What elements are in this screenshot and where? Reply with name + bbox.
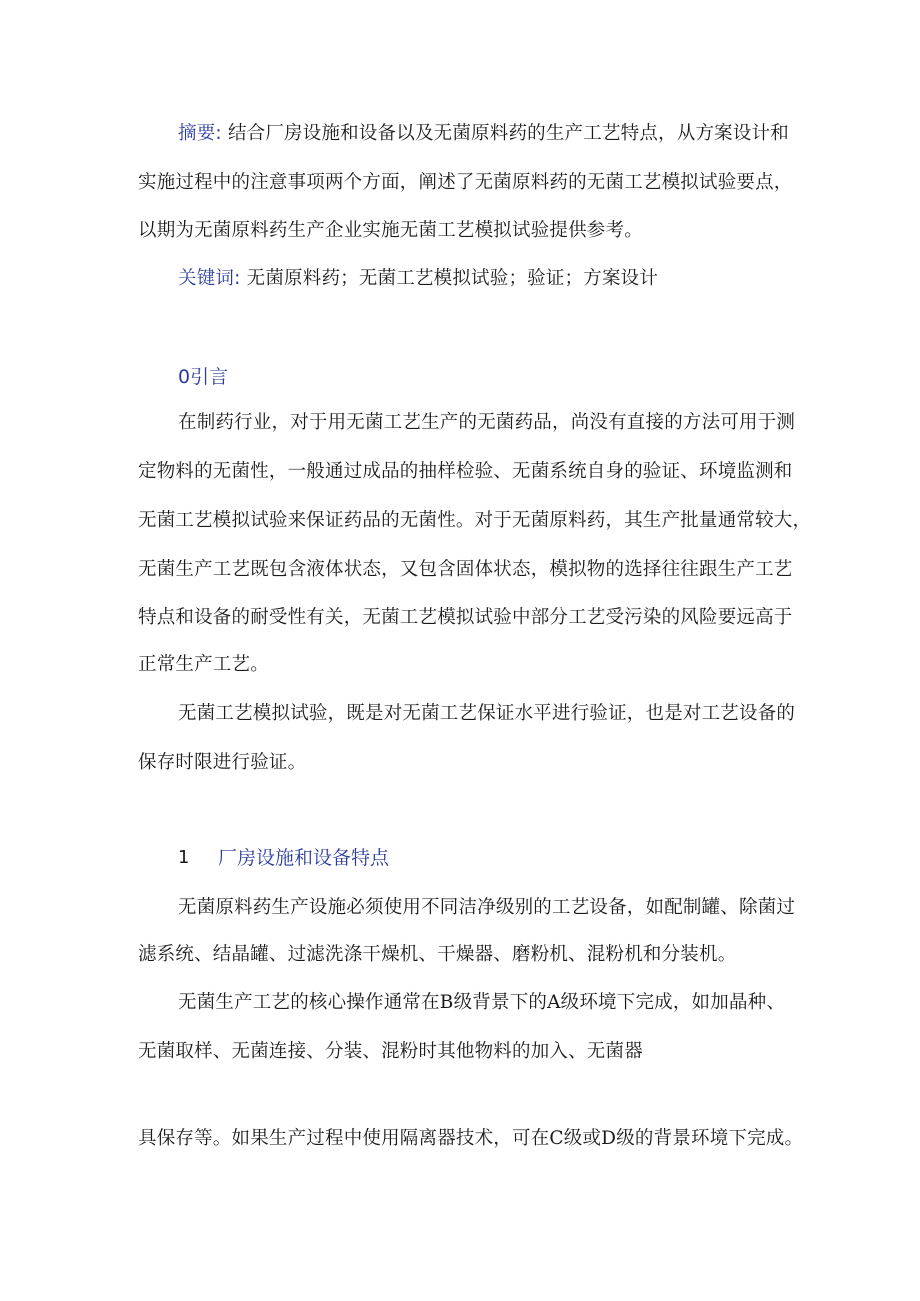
intro-p2-line-2: 保存时限进行验证。 [138,752,307,773]
intro-p1-line-3: 无菌工艺模拟试验来保证药品的无菌性。对于无菌原料药，其生产批量通常较大， [138,510,812,531]
section-1-p2-line-1: 无菌生产工艺的核心操作通常在B级背景下的A级环境下完成，如加晶种、 [178,992,786,1013]
section-1-p2-line-2: 无菌取样、无菌连接、分装、混粉时其他物料的加入、无菌器 [138,1041,643,1062]
intro-p1-line-1: 在制药行业，对于用无菌工艺生产的无菌药品，尚没有直接的方法可用于测 [178,412,796,433]
intro-heading: 0引言 [178,366,229,388]
intro-p1-line-6: 正常生产工艺。 [138,654,269,675]
abstract-line-3: 以期为无菌原料药生产企业实施无菌工艺模拟试验提供参考。 [138,220,643,241]
intro-p1-line-4: 无菌生产工艺既包含液体状态，又包含固体状态，模拟物的选择往往跟生产工艺 [138,559,793,580]
section-1-heading: 厂房设施和设备特点 [218,847,390,869]
intro-p2-line-1: 无菌工艺模拟试验，既是对无菌工艺保证水平进行验证，也是对工艺设备的 [178,703,796,724]
intro-p1-line-2: 定物料的无菌性，一般通过成品的抽样检验、无菌系统自身的验证、环境监测和 [138,461,793,482]
section-1-p1-line-2: 滤系统、结晶罐、过滤洗涤干燥机、干燥器、磨粉机、混粉机和分装机。 [138,944,737,965]
section-1-p1-line-1: 无菌原料药生产设施必须使用不同洁净级别的工艺设备，如配制罐、除菌过 [178,897,796,918]
abstract-line-1 [178,122,788,146]
keywords-label: 关键词: [178,268,241,289]
abstract-line-2: 实施过程中的注意事项两个方面，阐述了无菌原料药的无菌工艺模拟试验要点， [138,172,793,193]
keywords-text: 无菌原料药；无菌工艺模拟试验；验证；方案设计 [246,268,659,289]
section-1-number: 1 [178,847,190,868]
abstract-label: 摘要: [178,123,222,144]
intro-p1-line-5: 特点和设备的耐受性有关，无菌工艺模拟试验中部分工艺受污染的风险要远高于 [138,607,793,628]
abstract-text-1: 结合厂房设施和设备以及无菌原料药的生产工艺特点，从方案设计和 [227,123,789,144]
keywords-line [178,267,788,291]
section-1-p3-line-1: 具保存等。如果生产过程中使用隔离器技术，可在C级或D级的背景环境下完成。 [138,1128,804,1149]
